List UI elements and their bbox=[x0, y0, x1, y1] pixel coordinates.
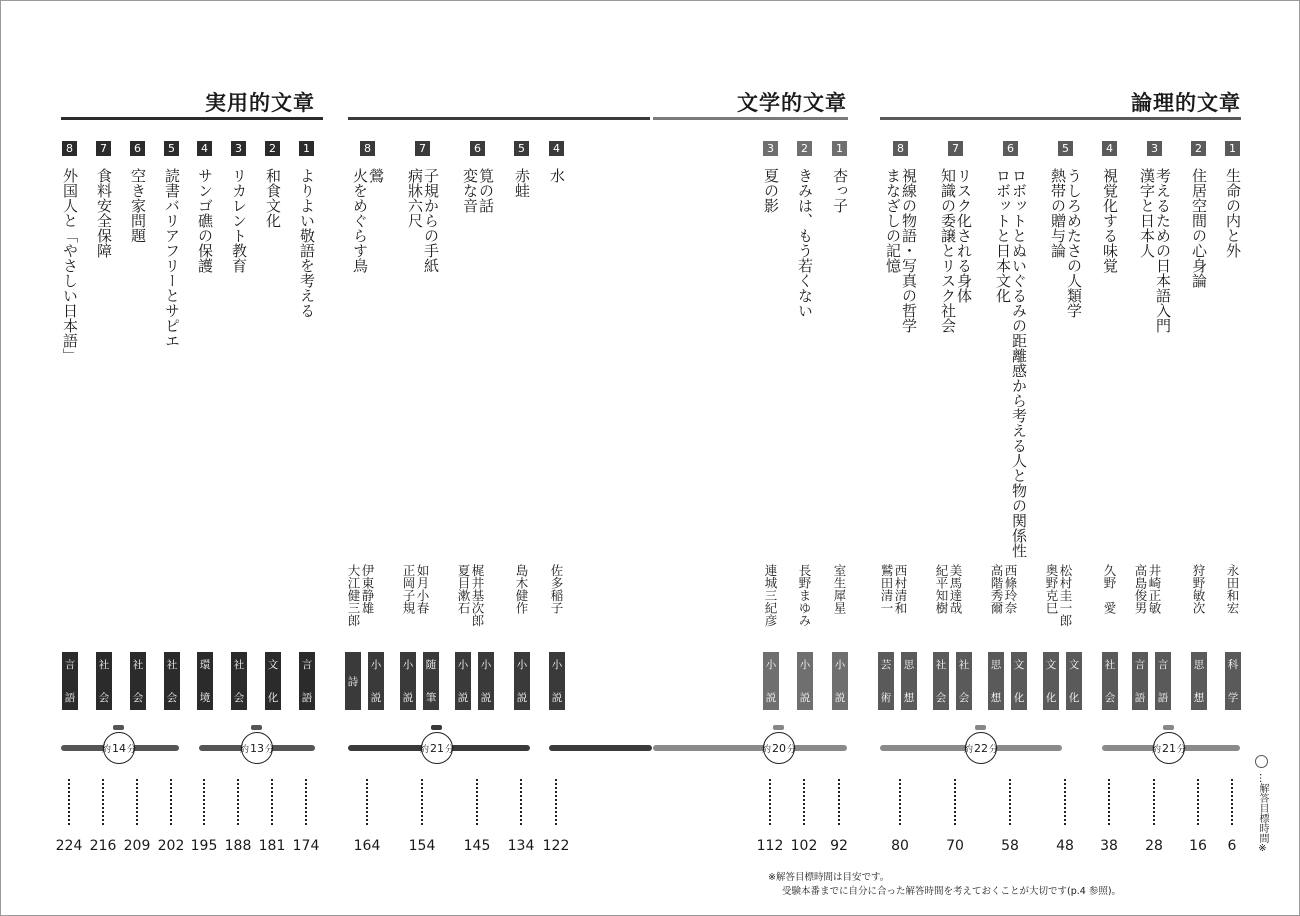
genre-char: 小 bbox=[551, 659, 563, 671]
author-name: 如月小春 bbox=[415, 564, 430, 614]
genre-char: 化 bbox=[267, 692, 279, 704]
genre-char: 術 bbox=[880, 692, 892, 704]
genre-char: 社 bbox=[935, 659, 947, 671]
entry-title: 赤蛙 bbox=[513, 168, 531, 198]
author-name: 久野 愛 bbox=[1102, 564, 1117, 614]
author-name: 松村圭一郎 bbox=[1058, 564, 1073, 627]
author-name: 井崎正敏 bbox=[1147, 564, 1162, 614]
genre-char: 説 bbox=[370, 692, 382, 704]
entry-title: 火をめぐらす鳥 bbox=[351, 168, 369, 273]
entry-number-badge: 5 bbox=[164, 141, 179, 156]
entry-column bbox=[346, 141, 386, 273]
entry-title: 水 bbox=[548, 168, 566, 183]
genre-tag bbox=[96, 652, 112, 710]
genre-char: 会 bbox=[1104, 692, 1116, 704]
genre-tag bbox=[1225, 652, 1241, 710]
entry-column bbox=[1225, 141, 1247, 258]
entry-number-badge: 7 bbox=[96, 141, 111, 156]
entry-column bbox=[96, 141, 118, 258]
entry-title: うしろめたさの人類学 bbox=[1065, 168, 1083, 318]
genre-char: 社 bbox=[98, 659, 110, 671]
entry-title: 考えるための日本語入門 bbox=[1154, 168, 1172, 333]
page-number: 174 bbox=[292, 838, 320, 854]
page-leader bbox=[102, 779, 104, 825]
genre-char: 小 bbox=[402, 659, 414, 671]
entry-column bbox=[879, 141, 919, 333]
entry-number-badge: 3 bbox=[763, 141, 778, 156]
genre-char: 語 bbox=[301, 692, 313, 704]
genre-tag bbox=[763, 652, 779, 710]
author-name: 西村清和 bbox=[893, 564, 908, 614]
page-number: 145 bbox=[463, 838, 491, 854]
page-number: 28 bbox=[1145, 838, 1163, 854]
genre-char: 社 bbox=[166, 659, 178, 671]
genre-tag bbox=[1132, 652, 1148, 710]
entry-column bbox=[197, 141, 219, 273]
author-name: 大江健三郎 bbox=[346, 564, 361, 627]
genre-char: 小 bbox=[765, 659, 777, 671]
genre-char: 説 bbox=[799, 692, 811, 704]
entry-title: まなざしの記憶 bbox=[884, 168, 902, 273]
genre-char: 言 bbox=[1157, 659, 1169, 671]
page-leader bbox=[1153, 779, 1155, 825]
author-name: 奥野克巳 bbox=[1044, 564, 1059, 614]
page-leader bbox=[954, 779, 956, 825]
footnote: ※解答目標時間は目安です。 bbox=[768, 872, 890, 883]
genre-char: 社 bbox=[1104, 659, 1116, 671]
genre-char: 会 bbox=[233, 692, 245, 704]
genre-char: 学 bbox=[1227, 692, 1239, 704]
page-leader bbox=[1108, 779, 1110, 825]
entry-title: 病牀六尺 bbox=[406, 168, 424, 228]
entry-titles bbox=[96, 168, 118, 258]
genre-char: 言 bbox=[301, 659, 313, 671]
genre-char: 社 bbox=[132, 659, 144, 671]
genre-tag bbox=[368, 652, 384, 710]
page-leader bbox=[1197, 779, 1199, 825]
entry-column bbox=[299, 141, 321, 318]
entry-titles bbox=[934, 168, 974, 333]
page-leader bbox=[237, 779, 239, 825]
entry-column bbox=[456, 141, 496, 213]
page-number: 6 bbox=[1227, 838, 1237, 854]
genre-tag bbox=[1155, 652, 1171, 710]
page-leader bbox=[899, 779, 901, 825]
entry-column bbox=[763, 141, 785, 213]
genre-tag bbox=[933, 652, 949, 710]
page-leader bbox=[520, 779, 522, 825]
genre-tag bbox=[514, 652, 530, 710]
page-leader bbox=[555, 779, 557, 825]
timer-clock: 約 20 分 bbox=[763, 732, 795, 764]
genre-char: 説 bbox=[457, 692, 469, 704]
genre-char: 随 bbox=[425, 659, 437, 671]
timer-clock: 約 14 分 bbox=[103, 732, 135, 764]
page-number: 134 bbox=[507, 838, 535, 854]
page-number: 164 bbox=[353, 838, 381, 854]
entry-number-badge: 4 bbox=[197, 141, 212, 156]
entry-column bbox=[1044, 141, 1084, 318]
genre-char: 芸 bbox=[880, 659, 892, 671]
entry-title: 杏っ子 bbox=[831, 168, 849, 213]
timer-clock: 約 21 分 bbox=[421, 732, 453, 764]
entry-number-badge: 8 bbox=[893, 141, 908, 156]
entry-column bbox=[514, 141, 536, 198]
genre-tag bbox=[130, 652, 146, 710]
entry-title: 知識の委譲とリスク社会 bbox=[939, 168, 957, 333]
entry-number-badge: 3 bbox=[1147, 141, 1162, 156]
page-leader bbox=[769, 779, 771, 825]
page-number: 122 bbox=[542, 838, 570, 854]
entry-title: 視線の物語・写真の哲学 bbox=[900, 168, 918, 333]
entry-column bbox=[1191, 141, 1213, 288]
genre-char: 会 bbox=[98, 692, 110, 704]
author-name: 室生犀星 bbox=[832, 564, 847, 614]
genre-char: 語 bbox=[1134, 692, 1146, 704]
genre-char: 想 bbox=[990, 692, 1002, 704]
entry-titles bbox=[989, 168, 1029, 558]
entry-number-badge: 5 bbox=[514, 141, 529, 156]
page-leader bbox=[170, 779, 172, 825]
entry-title: 視覚化する味覚 bbox=[1101, 168, 1119, 273]
genre-tag bbox=[988, 652, 1004, 710]
entry-titles bbox=[299, 168, 321, 318]
entry-titles bbox=[1191, 168, 1213, 288]
author-name: 高島俊男 bbox=[1133, 564, 1148, 614]
entry-titles bbox=[763, 168, 785, 213]
section-rule-literary-light bbox=[653, 117, 848, 120]
entry-title: サンゴ礁の保護 bbox=[196, 168, 214, 273]
entry-title: 子規からの手紙 bbox=[422, 168, 440, 273]
genre-char: 語 bbox=[64, 692, 76, 704]
page-leader bbox=[838, 779, 840, 825]
genre-char: 化 bbox=[1045, 692, 1057, 704]
entry-titles bbox=[130, 168, 152, 243]
author-name: 長野まゆみ bbox=[797, 564, 812, 627]
author-name: 梶井基次郎 bbox=[470, 564, 485, 627]
time-bar bbox=[549, 745, 652, 751]
entry-titles bbox=[1225, 168, 1247, 258]
genre-char: 文 bbox=[267, 659, 279, 671]
section-rule-practical bbox=[61, 117, 323, 120]
genre-char: 言 bbox=[64, 659, 76, 671]
page-number: 70 bbox=[946, 838, 964, 854]
entry-title: 住居空間の心身論 bbox=[1190, 168, 1208, 288]
genre-char: 説 bbox=[551, 692, 563, 704]
entry-number-badge: 8 bbox=[62, 141, 77, 156]
genre-char: 小 bbox=[480, 659, 492, 671]
entry-column bbox=[1102, 141, 1124, 273]
timer-legend-icon bbox=[1255, 755, 1268, 768]
page-number: 195 bbox=[190, 838, 218, 854]
genre-tag bbox=[1043, 652, 1059, 710]
genre-char: 社 bbox=[233, 659, 245, 671]
page-leader bbox=[305, 779, 307, 825]
genre-tag bbox=[1102, 652, 1118, 710]
author-name: 西條玲奈 bbox=[1003, 564, 1018, 614]
entry-titles bbox=[197, 168, 219, 273]
entry-title: 鶯 bbox=[367, 168, 385, 183]
page-number: 16 bbox=[1189, 838, 1207, 854]
page-leader bbox=[203, 779, 205, 825]
entry-column bbox=[130, 141, 152, 243]
page-number: 188 bbox=[224, 838, 252, 854]
page-number: 224 bbox=[55, 838, 83, 854]
genre-char: 思 bbox=[903, 659, 915, 671]
entry-column bbox=[401, 141, 441, 273]
page-number: 154 bbox=[408, 838, 436, 854]
page-leader bbox=[421, 779, 423, 825]
genre-tag bbox=[62, 652, 78, 710]
entry-title: よりよい敬語を考える bbox=[298, 168, 316, 318]
entry-titles bbox=[1102, 168, 1124, 273]
entry-title: 和食文化 bbox=[264, 168, 282, 228]
entry-title: 食料安全保障 bbox=[95, 168, 113, 258]
entry-number-badge: 8 bbox=[360, 141, 375, 156]
genre-tag bbox=[956, 652, 972, 710]
genre-char: 説 bbox=[765, 692, 777, 704]
entry-title: 熱帯の贈与論 bbox=[1049, 168, 1067, 258]
author-name: 永田和宏 bbox=[1225, 564, 1240, 614]
entry-title: 空き家問題 bbox=[129, 168, 147, 243]
entry-title: リスク化される身体 bbox=[955, 168, 973, 303]
entry-titles bbox=[879, 168, 919, 333]
genre-char: 会 bbox=[958, 692, 970, 704]
genre-tag bbox=[299, 652, 315, 710]
entry-title: 夏の影 bbox=[762, 168, 780, 213]
page-number: 80 bbox=[891, 838, 909, 854]
genre-char: 語 bbox=[1157, 692, 1169, 704]
section-rule-literary-dark bbox=[348, 117, 650, 120]
genre-char: 説 bbox=[516, 692, 528, 704]
author-name: 狩野敏次 bbox=[1191, 564, 1206, 614]
author-name: 高階秀爾 bbox=[989, 564, 1004, 614]
genre-char: 詩 bbox=[347, 675, 359, 688]
page-number: 216 bbox=[89, 838, 117, 854]
genre-tag bbox=[797, 652, 813, 710]
entry-titles bbox=[1044, 168, 1084, 318]
page-leader bbox=[271, 779, 273, 825]
author-name: 佐多稲子 bbox=[549, 564, 564, 614]
section-rule-logical bbox=[880, 117, 1241, 120]
genre-tag bbox=[1191, 652, 1207, 710]
page-leader bbox=[1064, 779, 1066, 825]
genre-tag bbox=[265, 652, 281, 710]
footnote: 受験本番までに自分に合った解答時間を考えておくことが大切です(p.4 参照)。 bbox=[782, 886, 1122, 897]
entry-title: 外国人と「やさしい日本語」 bbox=[61, 168, 79, 363]
page-number: 181 bbox=[258, 838, 286, 854]
entry-number-badge: 4 bbox=[549, 141, 564, 156]
genre-tag bbox=[400, 652, 416, 710]
genre-char: 化 bbox=[1068, 692, 1080, 704]
genre-char: 環 bbox=[199, 659, 211, 671]
author-name: 夏目漱石 bbox=[456, 564, 471, 614]
genre-char: 小 bbox=[834, 659, 846, 671]
entry-titles bbox=[401, 168, 441, 273]
genre-char: 文 bbox=[1013, 659, 1025, 671]
genre-char: 説 bbox=[402, 692, 414, 704]
entry-number-badge: 7 bbox=[948, 141, 963, 156]
genre-tag bbox=[832, 652, 848, 710]
section-title-literary: 文学的文章 bbox=[737, 91, 847, 115]
entry-number-badge: 1 bbox=[832, 141, 847, 156]
entry-title: 筧の話 bbox=[477, 168, 495, 213]
genre-char: 文 bbox=[1045, 659, 1057, 671]
entry-column bbox=[549, 141, 571, 187]
section-title-practical: 実用的文章 bbox=[205, 91, 315, 115]
entry-number-badge: 6 bbox=[1003, 141, 1018, 156]
genre-tag bbox=[549, 652, 565, 710]
page-leader bbox=[1231, 779, 1233, 825]
genre-tag bbox=[901, 652, 917, 710]
genre-tag bbox=[423, 652, 439, 710]
page-leader bbox=[1009, 779, 1011, 825]
page-leader bbox=[366, 779, 368, 825]
entry-column bbox=[934, 141, 974, 333]
author-name: 伊東静雄 bbox=[360, 564, 375, 614]
entry-number-badge: 4 bbox=[1102, 141, 1117, 156]
entry-titles bbox=[456, 168, 496, 213]
page-number: 58 bbox=[1001, 838, 1019, 854]
genre-tag bbox=[1066, 652, 1082, 710]
page-number: 209 bbox=[123, 838, 151, 854]
page-leader bbox=[803, 779, 805, 825]
genre-tag bbox=[231, 652, 247, 710]
genre-char: 会 bbox=[132, 692, 144, 704]
entry-number-badge: 2 bbox=[1191, 141, 1206, 156]
author-name: 正岡子規 bbox=[401, 564, 416, 614]
entry-column bbox=[1133, 141, 1173, 333]
entry-column bbox=[265, 141, 287, 228]
entry-title: ロボットとぬいぐるみの距離感から考える人と物の関係性 bbox=[1010, 168, 1028, 558]
entry-number-badge: 1 bbox=[1225, 141, 1240, 156]
page-leader bbox=[68, 779, 70, 825]
entry-title: 生命の内と外 bbox=[1224, 168, 1242, 258]
entry-number-badge: 2 bbox=[265, 141, 280, 156]
entry-number-badge: 7 bbox=[415, 141, 430, 156]
entry-column bbox=[989, 141, 1029, 558]
genre-tag bbox=[164, 652, 180, 710]
author-name: 連城三紀彦 bbox=[763, 564, 778, 627]
timer-clock: 約 22 分 bbox=[965, 732, 997, 764]
genre-tag bbox=[197, 652, 213, 710]
author-name: 美馬達哉 bbox=[948, 564, 963, 614]
section-title-logical: 論理的文章 bbox=[1131, 91, 1241, 115]
entry-number-badge: 5 bbox=[1058, 141, 1073, 156]
entry-number-badge: 6 bbox=[130, 141, 145, 156]
entry-titles bbox=[346, 168, 386, 273]
genre-char: 言 bbox=[1134, 659, 1146, 671]
entry-titles bbox=[1133, 168, 1173, 333]
genre-char: 想 bbox=[1193, 692, 1205, 704]
entry-titles bbox=[549, 168, 571, 187]
page-leader bbox=[476, 779, 478, 825]
genre-char: 筆 bbox=[425, 692, 437, 704]
genre-tag bbox=[345, 652, 361, 710]
genre-char: 科 bbox=[1227, 659, 1239, 671]
genre-char: 小 bbox=[516, 659, 528, 671]
entry-column bbox=[832, 141, 854, 213]
page-number: 92 bbox=[830, 838, 848, 854]
entry-column bbox=[231, 141, 253, 273]
timer-clock: 約 21 分 bbox=[1153, 732, 1185, 764]
genre-char: 説 bbox=[480, 692, 492, 704]
page-leader bbox=[136, 779, 138, 825]
entry-column bbox=[164, 141, 186, 348]
entry-title: ロボットと日本文化 bbox=[994, 168, 1012, 303]
page-number: 202 bbox=[157, 838, 185, 854]
timer-clock: 約 13 分 bbox=[241, 732, 273, 764]
entry-titles bbox=[231, 168, 253, 273]
genre-char: 社 bbox=[958, 659, 970, 671]
genre-char: 化 bbox=[1013, 692, 1025, 704]
genre-tag bbox=[1011, 652, 1027, 710]
entry-number-badge: 3 bbox=[231, 141, 246, 156]
genre-char: 小 bbox=[457, 659, 469, 671]
entry-titles bbox=[797, 168, 819, 318]
genre-char: 説 bbox=[834, 692, 846, 704]
timer-legend-label: …解答目標時間※ bbox=[1257, 773, 1268, 854]
entry-number-badge: 2 bbox=[797, 141, 812, 156]
entry-titles bbox=[514, 168, 536, 198]
entry-title: きみは、もう若くない bbox=[796, 168, 814, 318]
entry-titles bbox=[62, 168, 84, 363]
author-name: 紀平知樹 bbox=[934, 564, 949, 614]
genre-tag bbox=[455, 652, 471, 710]
entry-title: 漢字と日本人 bbox=[1138, 168, 1156, 258]
genre-char: 小 bbox=[799, 659, 811, 671]
entry-title: 変な音 bbox=[461, 168, 479, 213]
genre-char: 思 bbox=[1193, 659, 1205, 671]
author-name: 島木健作 bbox=[514, 564, 529, 614]
entry-title: リカレント教育 bbox=[230, 168, 248, 273]
page-number: 38 bbox=[1100, 838, 1118, 854]
page-number: 48 bbox=[1056, 838, 1074, 854]
genre-char: 会 bbox=[166, 692, 178, 704]
author-name: 鷲田清一 bbox=[879, 564, 894, 614]
genre-tag bbox=[878, 652, 894, 710]
entry-title: 読書バリアフリーとサピエ bbox=[163, 168, 181, 348]
entry-titles bbox=[265, 168, 287, 228]
page-number: 102 bbox=[790, 838, 818, 854]
time-bar bbox=[653, 745, 847, 751]
genre-char: 文 bbox=[1068, 659, 1080, 671]
genre-char: 小 bbox=[370, 659, 382, 671]
entry-column bbox=[62, 141, 84, 363]
genre-char: 思 bbox=[990, 659, 1002, 671]
entry-titles bbox=[832, 168, 854, 213]
entry-number-badge: 6 bbox=[470, 141, 485, 156]
page-number: 112 bbox=[756, 838, 784, 854]
genre-char: 想 bbox=[903, 692, 915, 704]
entry-column bbox=[797, 141, 819, 318]
entry-number-badge: 1 bbox=[299, 141, 314, 156]
genre-tag bbox=[478, 652, 494, 710]
genre-char: 会 bbox=[935, 692, 947, 704]
entry-titles bbox=[164, 168, 186, 348]
genre-char: 境 bbox=[199, 692, 211, 704]
